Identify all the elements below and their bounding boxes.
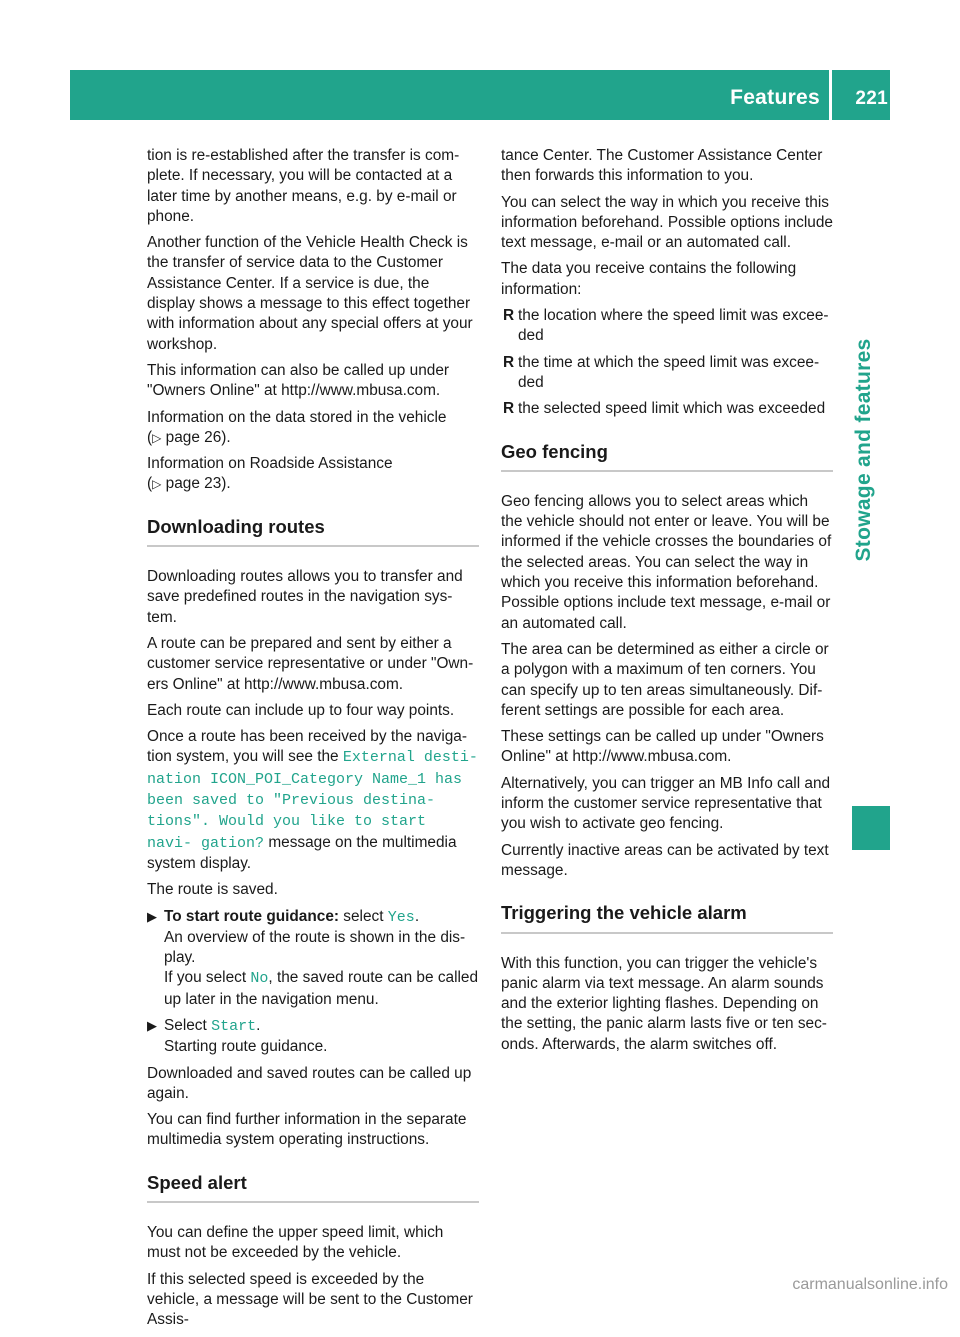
- page-number: 221: [855, 88, 888, 109]
- menu-option-yes: Yes: [387, 908, 415, 926]
- paragraph: Downloaded and saved routes can be called up again.: [147, 1064, 472, 1102]
- step-text: Select: [164, 1016, 207, 1034]
- step-text: If you select: [164, 969, 247, 987]
- menu-option-no: No: [250, 970, 269, 988]
- list-item: [501, 399, 833, 419]
- bullet-icon: R: [503, 307, 515, 325]
- bullet-icon: R: [503, 400, 515, 418]
- display-message: External desti‑ nation ICON_POI_Category Name_1 has been saved to "Previous destina‑ tions". Would you like to start navi‑ gation?: [147, 749, 478, 852]
- right-column: [501, 146, 833, 1061]
- paragraph: Another function of the Vehicle Health Check is the transfer of service data to the Customer Assistance Center. If a service is due, the display shows a message to this effect together with information about any special offers at your workshop.: [147, 234, 473, 353]
- header: [720, 86, 890, 110]
- footer-watermark: carmanualsonline.info: [792, 1276, 948, 1293]
- paragraph-text: Information on the data stored in the vehicle: [147, 408, 447, 426]
- list-item: [501, 306, 833, 347]
- paragraph: The route is saved.: [147, 881, 278, 899]
- paragraph: You can define the upper speed limit, which must not be exceeded by the vehicle.: [147, 1224, 444, 1262]
- side-tab-label: Stowage and features: [852, 338, 875, 562]
- heading-speed-alert: Speed alert: [147, 1173, 479, 1203]
- list-item-text: the location where the speed limit was excee- ded: [518, 307, 829, 345]
- paragraph: With this function, you can trigger the vehicle's panic alarm via text message. An alarm sounds and the exterior lighting flashes. Depending on the setting, the panic alarm lasts five or ten sec- onds. Afterwards, the alarm switches off.: [501, 954, 827, 1053]
- paragraph: The area can be determined as either a circle or a polygon with a maximum of ten corners. You can specify up to ten areas simultaneously. Dif- ferent settings are possible for each area.: [501, 640, 829, 719]
- paragraph: Downloading routes allows you to transfer and save predefined routes in the navigation sys- tem.: [147, 568, 463, 626]
- paragraph: [147, 727, 479, 874]
- step-label: To start route guidance:: [164, 907, 340, 925]
- paragraph-text: Information on Roadside Assistance: [147, 455, 393, 473]
- side-tab: [838, 140, 890, 800]
- paragraph: A route can be prepared and sent by either a customer service representative or under "Own- ers Online" at http://www.mbusa.com.: [147, 634, 474, 693]
- paragraph: These settings can be called up under "Owners Online" at http://www.mbusa.com.: [501, 728, 824, 766]
- step-result: An overview of the route is shown in the dis- play.: [164, 928, 466, 967]
- paragraph: Information on Roadside Assistance (▷ page 23).: [147, 455, 393, 493]
- instruction-step: ▶ Select Start. Starting route guidance.: [147, 1016, 328, 1056]
- section-title: Features: [730, 86, 820, 109]
- paragraph: This information can also be called up under "Owners Online" at http://www.mbusa.com.: [147, 361, 450, 400]
- paragraph: tance Center. The Customer Assistance Center then forwards this information to you.: [501, 147, 823, 185]
- list-item-text: the time at which the speed limit was excee- ded: [518, 353, 820, 391]
- menu-option-start: Start: [211, 1017, 257, 1035]
- page-ref-icon: ▷: [152, 430, 162, 445]
- heading-vehicle-alarm: Triggering the vehicle alarm: [501, 903, 833, 933]
- side-tab-marker: [852, 806, 890, 850]
- heading-downloading-routes: Downloading routes: [147, 517, 479, 547]
- paragraph-text: message on the multimedia system display.: [147, 833, 457, 872]
- step-result: Starting route guidance.: [164, 1038, 328, 1056]
- left-column: [147, 146, 479, 1337]
- heading-geo-fencing: Geo fencing: [501, 442, 833, 472]
- instruction-step: ▶ To start route guidance: select Yes. An overview of the route is shown in the dis- play. If you select No, the saved route can be called up later in the navigation menu.: [147, 907, 479, 1008]
- header-divider: [829, 70, 832, 120]
- paragraph: If this selected speed is exceeded by the vehicle, a message will be sent to the Customer Assis-: [147, 1270, 473, 1329]
- page-ref-icon: ▷: [152, 477, 162, 492]
- paragraph: Alternatively, you can trigger an MB Info call and inform the customer service representative that you wish to activate geo fencing.: [501, 774, 831, 833]
- bullet-icon: R: [503, 353, 515, 371]
- step-text: select: [343, 907, 384, 925]
- paragraph-text: Once a route has been received by the naviga- tion system, you will see the: [147, 728, 467, 766]
- list-item-text: the selected speed limit which was exceeded: [518, 400, 826, 418]
- paragraph: Each route can include up to four way points.: [147, 701, 455, 719]
- paragraph: Information on the data stored in the vehicle (▷ page 26).: [147, 408, 447, 446]
- paragraph: The data you receive contains the following information:: [501, 260, 797, 298]
- list-item: [501, 353, 833, 394]
- page-reference-link[interactable]: page 23).: [165, 475, 231, 493]
- page-reference-link[interactable]: page 26).: [165, 428, 231, 446]
- step-text: , the saved route can be called up later in the navigation menu.: [164, 969, 479, 1008]
- paragraph: You can select the way in which you receive this information beforehand. Possible options include text message, e-mail or an automated call.: [501, 193, 833, 252]
- paragraph: tion is re-established after the transfer is com- plete. If necessary, you will be contacted at a later time by another means, e.g. by e-mail or phone.: [147, 147, 460, 225]
- paragraph: Currently inactive areas can be activated by text message.: [501, 841, 829, 879]
- step-arrow-icon: ▶: [147, 1017, 157, 1033]
- paragraph: You can find further information in the separate multimedia system operating instructions.: [147, 1111, 467, 1149]
- step-arrow-icon: ▶: [147, 908, 157, 924]
- paragraph: Geo fencing allows you to select areas which the vehicle should not enter or leave. You will be informed if the vehicle crosses the boundaries of the selected areas. You can select the way in which you receive this information beforehand. Possible options include text message, e-mail or an automated call.: [501, 492, 832, 632]
